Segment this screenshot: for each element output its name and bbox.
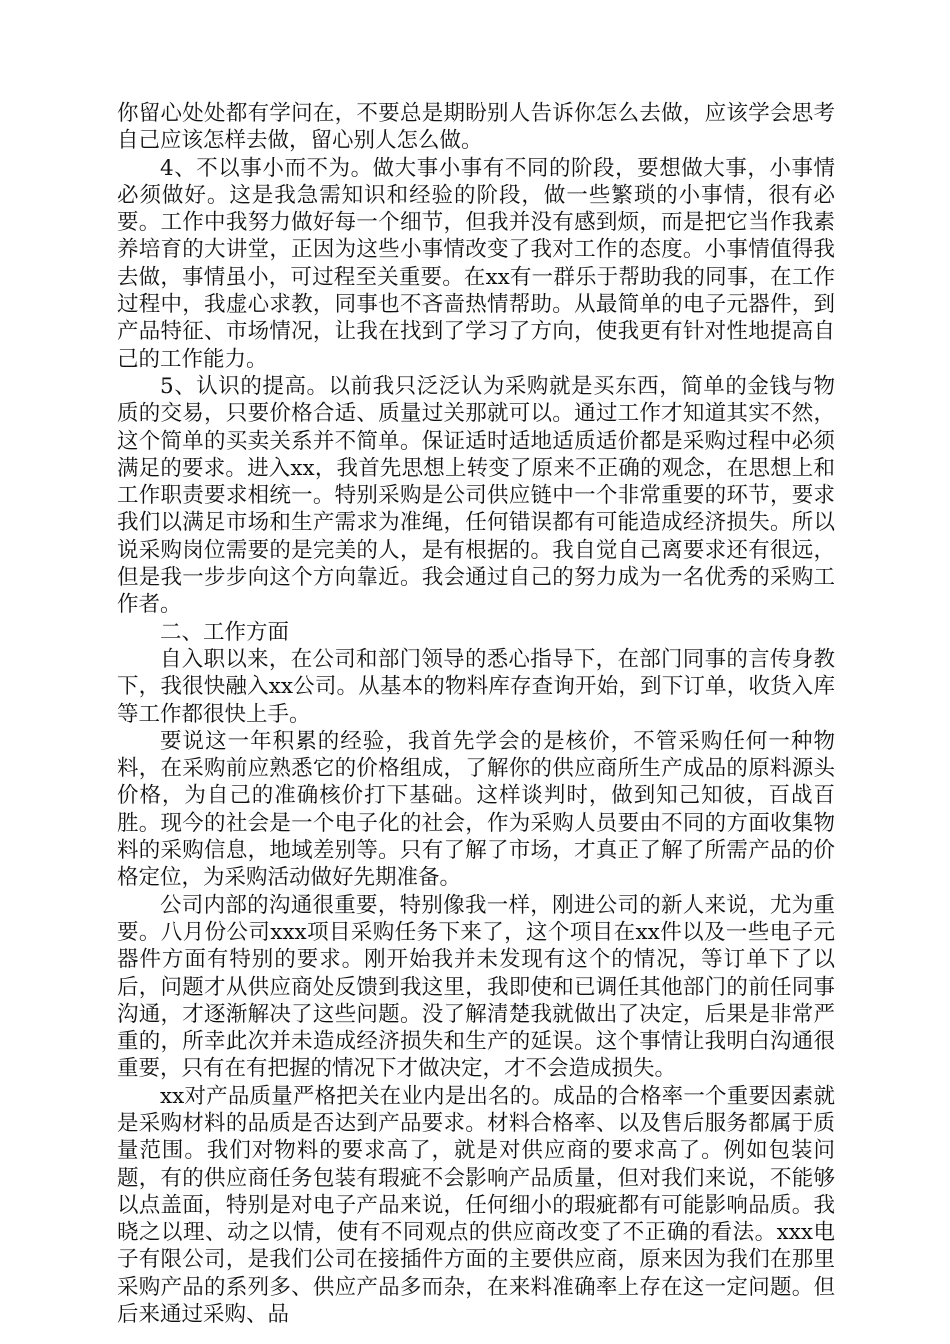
paragraph-6: 公司内部的沟通很重要，特别像我一样，刚进公司的新人来说，尤为重要。八月份公司xxx项目采购任务下来了，这个项目在xx件以及一些电子元器件方面有特别的要求。刚开始我并未发现有这个的情况，等订单下了以后，问题才从供应商处反馈到我这里，我即使和已调任其他部门的前任同事沟通，才逐渐解决了这些问题。没了解清楚我就做出了决定，后果是非常严重的，所幸此次并未造成经济损失和生产的延误。这个事情让我明白沟通很重要，只有在有把握的情况下才做决定，才不会造成损失。: [117, 892, 835, 1082]
document-page: [117, 100, 835, 1328]
paragraph-1: 你留心处处都有学问在，不要总是期盼别人告诉你怎么去做，应该学会思考自己应该怎样去做，留心别人怎么做。: [117, 101, 835, 154]
paragraph-3: 5、认识的提高。以前我只泛泛认为采购就是买东西，简单的金钱与物质的交易，只要价格合适、质量过关那就可以。通过工作才知道其实不然，这个简单的买卖关系并不简单。保证适时适地适质适价都是采购过程中必须满足的要求。进入xx，我首先思想上转变了原来不正确的观念，在思想上和工作职责要求相统一。特别采购是公司供应链中一个非常重要的环节，要求我们以满足市场和生产需求为准绳，任何错误都有可能造成经济损失。所以说采购岗位需要的是完美的人，是有根据的。我自觉自己离要求还有很远，但是我一步步向这个方向靠近。我会通过自己的努力成为一名优秀的采购工作者。: [117, 373, 835, 618]
section-heading: 二、工作方面: [160, 619, 290, 645]
paragraph-4: 自入职以来，在公司和部门领导的悉心指导下，在部门同事的言传身教下，我很快融入xx公司。从基本的物料库存查询开始，到下订单，收货入库等工作都很快上手。: [117, 646, 835, 727]
paragraph-2: 4、不以事小而不为。做大事小事有不同的阶段，要想做大事，小事情必须做好。这是我急需知识和经验的阶段，做一些繁琐的小事情，很有必要。工作中我努力做好每一个细节，但我并没有感到烦，而是把它当作我素养培育的大讲堂，正因为这些小事情改变了我对工作的态度。小事情值得我去做，事情虽小，可过程至关重要。在xx有一群乐于帮助我的同事，在工作过程中，我虚心求教，同事也不吝啬热情帮助。从最简单的电子元器件，到产品特征、市场情况，让我在找到了学习了方向，使我更有针对性地提高自己的工作能力。: [117, 155, 835, 372]
paragraph-7: xx对产品质量严格把关在业内是出名的。成品的合格率一个重要因素就是采购材料的品质是否达到产品要求。材料合格率、以及售后服务都属于质量范围。我们对物料的要求高了，就是对供应商的要求高了。例如包装问题，有的供应商任务包装有瑕疵不会影响产品质量，但对我们来说，不能够以点盖面，特别是对电子产品来说，任何细小的瑕疵都有可能影响品质。我晓之以理、动之以情，使有不同观点的供应商改变了不正确的看法。xxx电子有限公司，是我们公司在接插件方面的主要供应商，原来因为我们在那里采购产品的系列多、供应产品多而杂，在来料准确率上存在这一定问题。但后来通过采购、品: [117, 1083, 835, 1328]
paragraph-5: 要说这一年积累的经验，我首先学会的是核价，不管采购任何一种物料，在采购前应熟悉它的价格组成，了解你的供应商所生产成品的原料源头价格，为自己的准确核价打下基础。这样谈判时，做到知己知彼，百战百胜。现今的社会是一个电子化的社会，作为采购人员要由不同的方面收集物料的采购信息，地域差别等。只有了解了市场，才真正了解了所需产品的价格定位，为采购活动做好先期准备。: [117, 728, 835, 891]
